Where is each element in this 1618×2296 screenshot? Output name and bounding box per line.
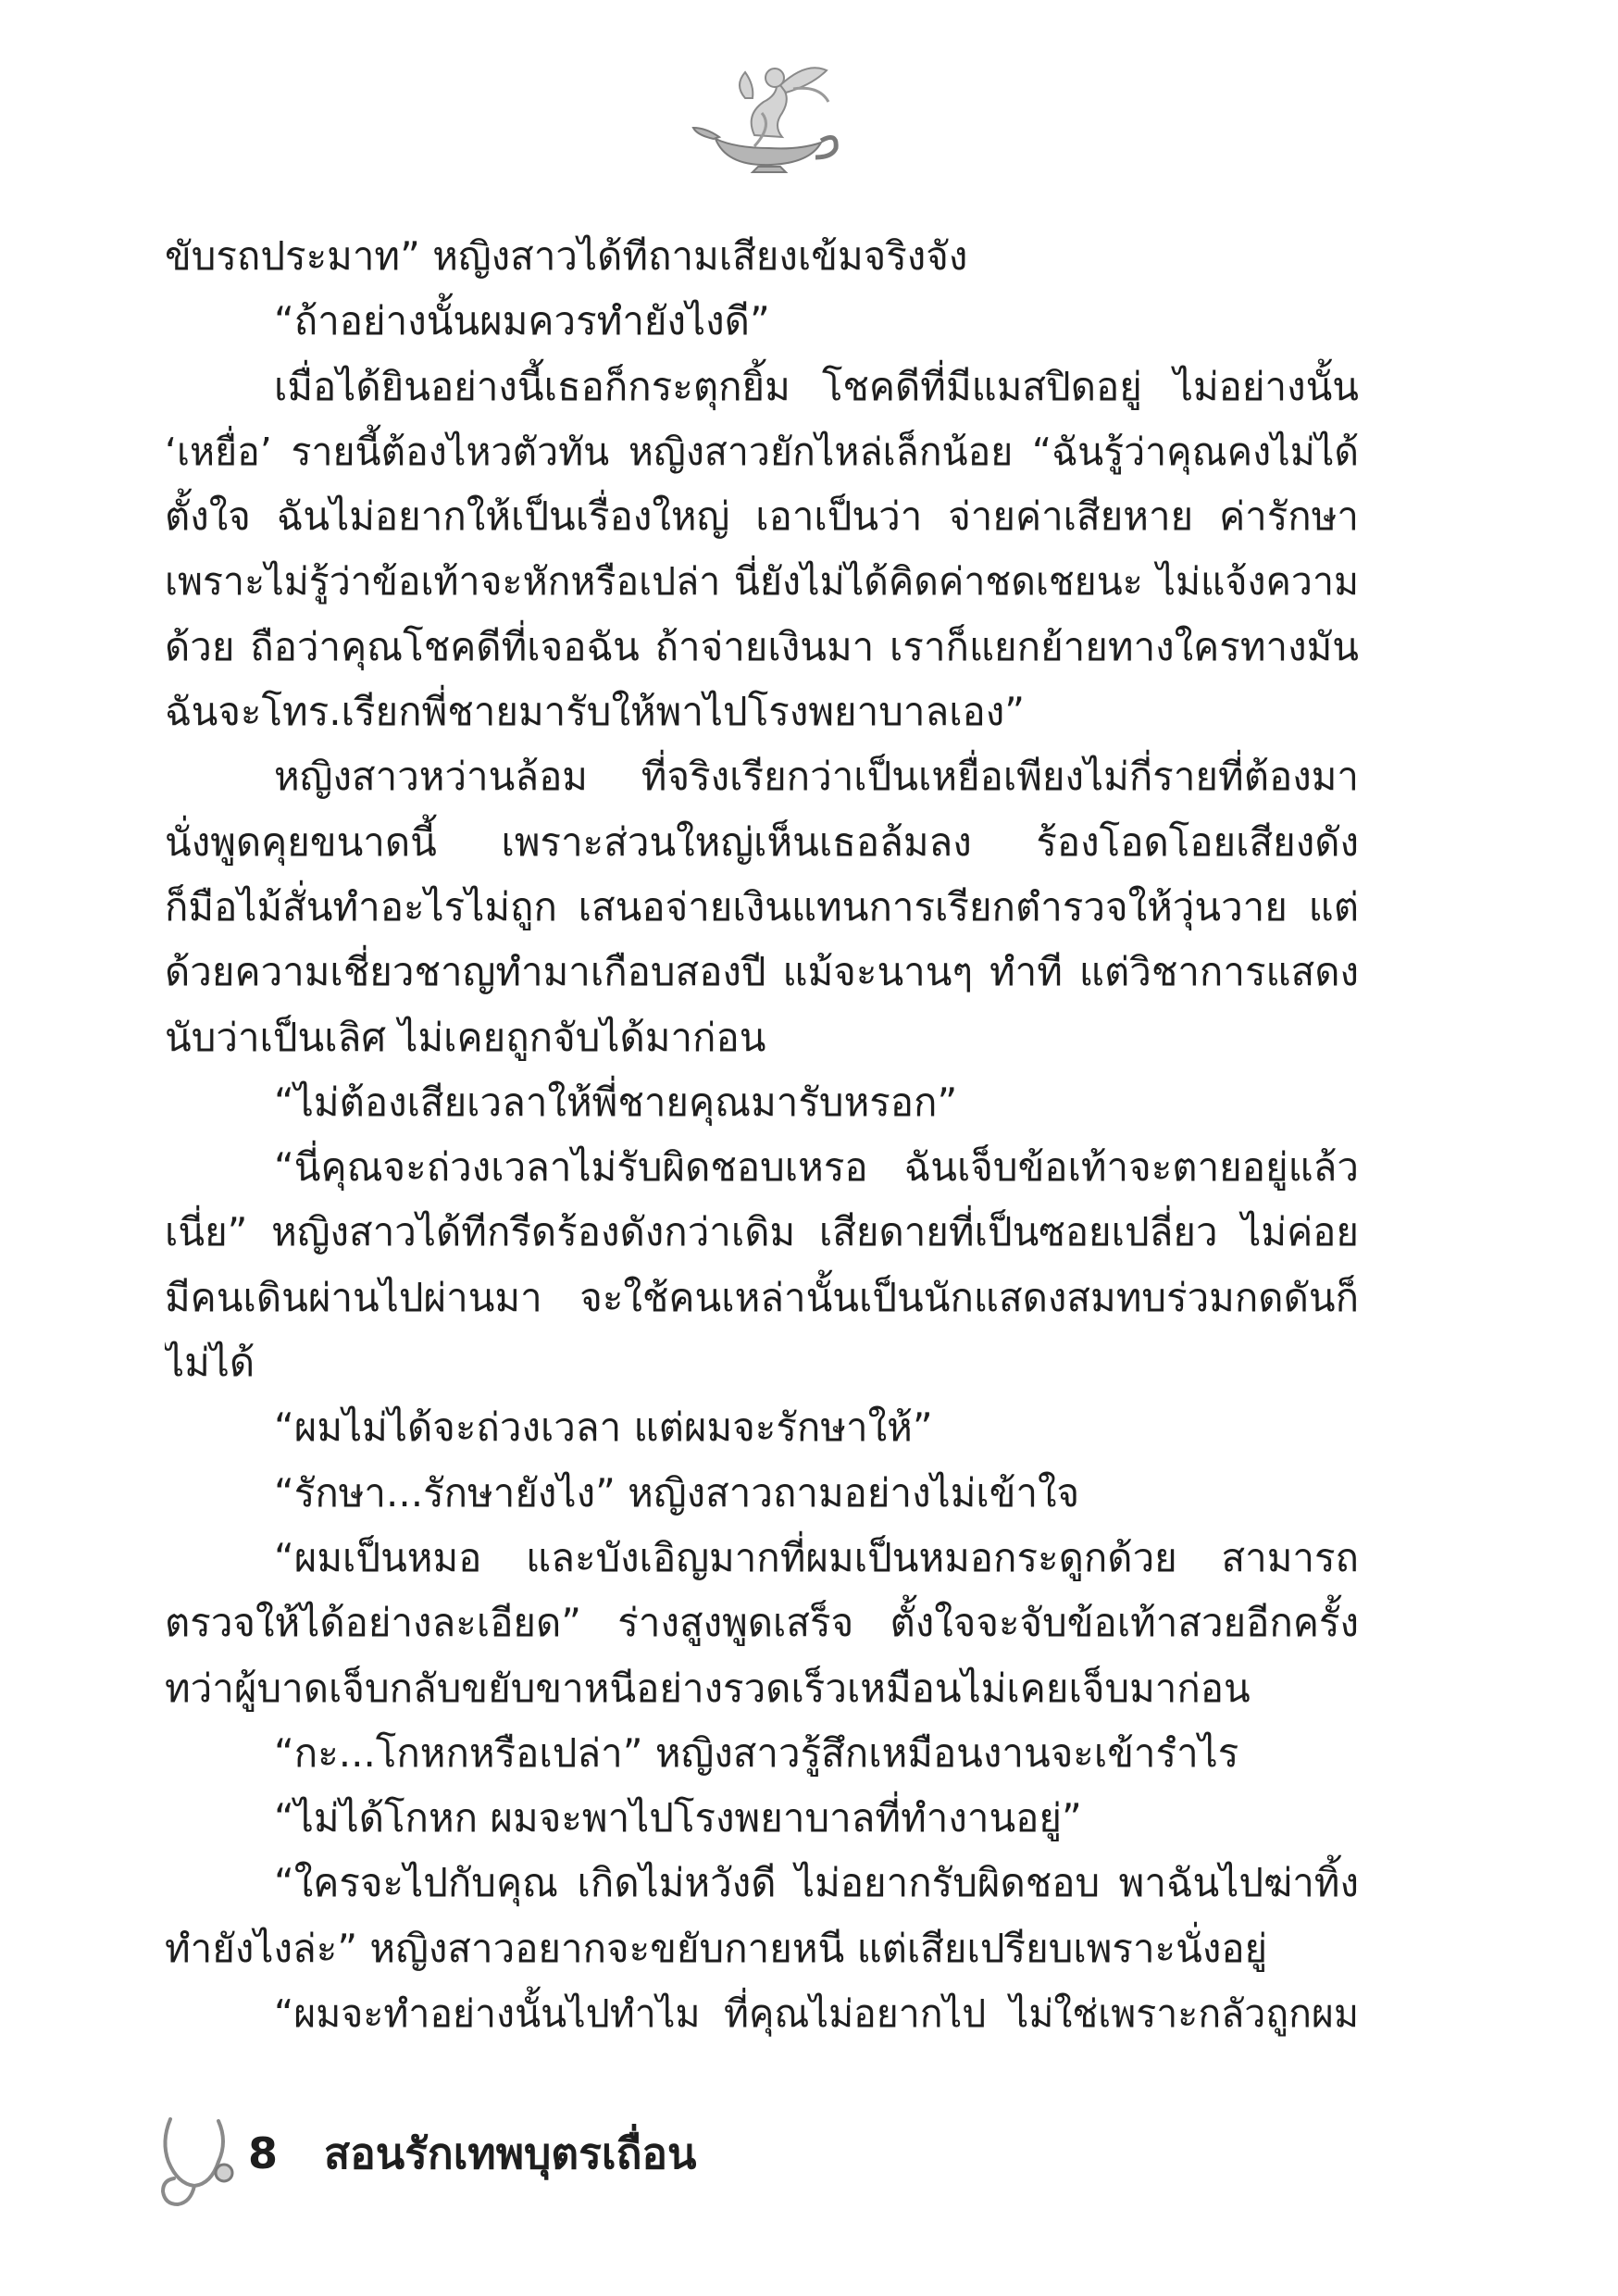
body-text bbox=[165, 224, 1359, 2046]
text-line: เนี่ย” หญิงสาวได้ทีกรีดร้องดังกว่าเดิม เสียดายที่เป็นซอยเปลี่ยว ไม่ค่อย bbox=[165, 1209, 1359, 1255]
text-line: “ไม่ได้โกหก ผมจะพาไปโรงพยาบาลที่ทำงานอยู่” bbox=[274, 1795, 1082, 1841]
text-line: “ผมไม่ได้จะถ่วงเวลา แต่ผมจะรักษาให้” bbox=[274, 1404, 933, 1451]
text-line: “รักษา...รักษายังไง” หญิงสาวถามอย่างไม่เข้าใจ bbox=[274, 1469, 1080, 1516]
magic-lamp-cupid-ornament-icon bbox=[690, 57, 847, 173]
text-line: “ไม่ต้องเสียเวลาให้พี่ชายคุณมารับหรอก” bbox=[274, 1079, 958, 1125]
text-line: ด้วย ถือว่าคุณโชคดีที่เจอฉัน ถ้าจ่ายเงินมา เราก็แยกย้ายทางใครทางมัน bbox=[165, 623, 1359, 669]
text-line: หญิงสาวหว่านล้อม ที่จริงเรียกว่าเป็นเหยื่อเพียงไม่กี่รายที่ต้องมา bbox=[274, 754, 1359, 800]
text-line: ด้วยความเชี่ยวชาญทำมาเกือบสองปี แม้จะนานๆ ทำที แต่วิชาการแสดง bbox=[165, 949, 1359, 995]
text-line: ทำยังไงล่ะ” หญิงสาวอยากจะขยับกายหนี แต่เสียเปรียบเพราะนั่งอยู่ bbox=[165, 1925, 1268, 1971]
text-line: “ถ้าอย่างนั้นผมควรทำยังไงดี” bbox=[274, 298, 770, 344]
text-line: นั่งพูดคุยขนาดนี้ เพราะส่วนใหญ่เห็นเธอล้มลง ร้องโอดโอยเสียงดัง bbox=[165, 818, 1359, 865]
text-line: เพราะไม่รู้ว่าข้อเท้าจะหักหรือเปล่า นี่ยังไม่ได้คิดค่าชดเชยนะ ไม่แจ้งความ bbox=[165, 559, 1359, 605]
text-line: ทว่าผู้บาดเจ็บกลับขยับขาหนีอย่างรวดเร็วเหมือนไม่เคยเจ็บมาก่อน bbox=[165, 1665, 1251, 1711]
text-line: “ผมจะทำอย่างนั้นไปทำไม ที่คุณไม่อยากไป ไม่ใช่เพราะกลัวถูกผม bbox=[274, 1991, 1359, 2037]
text-line: ‘เหยื่อ’ รายนี้ต้องไหวตัวทัน หญิงสาวยักไหล่เล็กน้อย “ฉันรู้ว่าคุณคงไม่ได้ bbox=[165, 429, 1359, 474]
text-line: มีคนเดินผ่านไปผ่านมา จะใช้คนเหล่านั้นเป็นนักแสดงสมทบร่วมกดดันก็ bbox=[165, 1274, 1359, 1320]
text-line: “นี่คุณจะถ่วงเวลาไม่รับผิดชอบเหรอ ฉันเจ็บข้อเท้าจะตายอยู่แล้ว bbox=[274, 1144, 1359, 1191]
book-title: สอนรักเทพบุตรเถื่อน bbox=[324, 2128, 697, 2178]
text-line: ฉันจะโทร.เรียกพี่ชายมารับให้พาไปโรงพยาบาลเอง” bbox=[165, 689, 1026, 735]
text-line: ตั้งใจ ฉันไม่อยากให้เป็นเรื่องใหญ่ เอาเป็นว่า จ่ายค่าเสียหาย ค่ารักษา bbox=[165, 493, 1359, 540]
text-line: ตรวจให้ได้อย่างละเอียด” ร่างสูงพูดเสร็จ ตั้งใจจะจับข้อเท้าสวยอีกครั้ง bbox=[165, 1600, 1359, 1646]
stethoscope-icon bbox=[157, 2114, 243, 2210]
text-line: ก็มือไม้สั่นทำอะไรไม่ถูก เสนอจ่ายเงินแทนการเรียกตำรวจให้วุ่นวาย แต่ bbox=[165, 883, 1359, 930]
text-line: “ผมเป็นหมอ และบังเอิญมากที่ผมเป็นหมอกระดูกด้วย สามารถ bbox=[274, 1534, 1359, 1580]
text-line: “ใครจะไปกับคุณ เกิดไม่หวังดี ไม่อยากรับผิดชอบ พาฉันไปฆ่าทิ้ง bbox=[274, 1860, 1359, 1906]
text-line: ขับรถประมาท” หญิงสาวได้ทีถามเสียงเข้มจริงจัง bbox=[165, 233, 968, 279]
text-line: ไม่ได้ bbox=[165, 1340, 255, 1386]
text-line: เมื่อได้ยินอย่างนี้เธอก็กระตุกยิ้ม โชคดีที่มีแมสปิดอยู่ ไม่อย่างนั้น bbox=[274, 363, 1359, 409]
text-line: “กะ...โกหกหรือเปล่า” หญิงสาวรู้สึกเหมือนงานจะเข้ารำไร bbox=[274, 1729, 1239, 1776]
page-number: 8 bbox=[248, 2128, 279, 2178]
text-line: นับว่าเป็นเลิศ ไม่เคยถูกจับได้มาก่อน bbox=[165, 1014, 766, 1060]
